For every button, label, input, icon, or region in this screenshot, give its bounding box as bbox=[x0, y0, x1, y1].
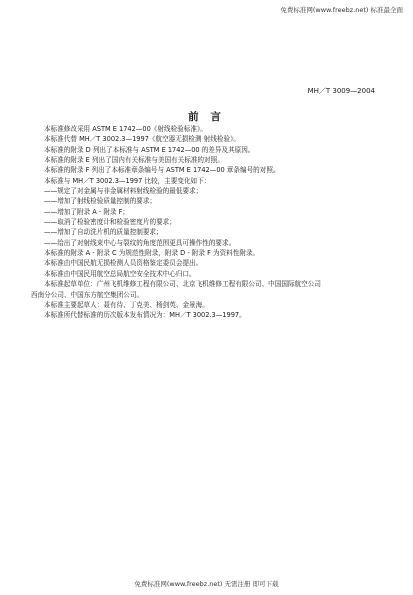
site-banner-top: 免费标准网(www.freebz.net) 标准最全面 bbox=[280, 6, 403, 14]
paragraph-changes-intro: 本标准与 MH／T 3002.3—1997 比较，主要变化如下： bbox=[44, 176, 211, 185]
list-item-change: ——增加了附录 A - 附录 F； bbox=[44, 207, 130, 216]
page-title: 前 言 bbox=[188, 111, 225, 123]
paragraph-proposed-by: 本标准由中国民航无损检测人员资格鉴定委员会提出。 bbox=[44, 259, 203, 268]
paragraph-version-history: 本标准所代替标准的历次版本发布情况为：MH／T 3002.3—1997。 bbox=[44, 311, 246, 320]
list-item-change: ——规定了对金属与非金属材料射线检验的最低要求； bbox=[44, 187, 203, 196]
paragraph-annex-d: 本标准的附录 D 列出了本标准与 ASTM E 1742—00 的差异及其原因。 bbox=[44, 145, 255, 154]
paragraph-drafting-units: 本标准起草单位：广州飞机维修工程有限公司、北京飞机维修工程有限公司、中国国际航空公司 bbox=[44, 280, 321, 289]
list-item-change: ——增加了自动洗片机的质量控制要求； bbox=[44, 228, 163, 237]
paragraph-annex-e: 本标准的附录 E 列出了国内有关标准与美国有关标准的对照。 bbox=[44, 156, 224, 165]
paragraph-replaces: 本标准代替 MH／T 3002.3—1997《航空器无损检测 射线检验》。 bbox=[44, 135, 240, 144]
paragraph-adoption: 本标准修改采用 ASTM E 1742—00《射线检验标准》。 bbox=[44, 125, 207, 133]
standard-number: MH／T 3009—2004 bbox=[307, 87, 375, 95]
site-banner-bottom: 免费标准网(www.freebz.net) 无需注册 即可下载 bbox=[134, 580, 279, 588]
list-item-change: ——增加了射线检验质量控制的要求； bbox=[44, 197, 157, 206]
paragraph-administered-by: 本标准由中国民用航空总局航空安全技术中心归口。 bbox=[44, 269, 196, 278]
list-item-change: ——取消了检验密度计和检验密度片的要求； bbox=[44, 218, 176, 227]
paragraph-drafters: 本标准主要起草人：聂有待、丁克美、杨剑英、金景海。 bbox=[44, 300, 209, 309]
foreword-body bbox=[31, 124, 391, 321]
paragraph-annex-types: 本标准的附录 A - 附录 C 为规范性附录，附录 D - 附录 F 为资料性附录。 bbox=[44, 249, 260, 258]
paragraph-annex-f: 本标准的附录 F 列出了本标准章条编号与 ASTM E 1742—00 章条编号的对照。 bbox=[44, 166, 280, 175]
list-item-change: ——给出了对射线束中心与裂纹的角度范围更具可操作性的要求。 bbox=[44, 238, 236, 247]
paragraph-drafting-units-continued: 西南分公司、中国东方航空集团公司。 bbox=[31, 290, 144, 299]
